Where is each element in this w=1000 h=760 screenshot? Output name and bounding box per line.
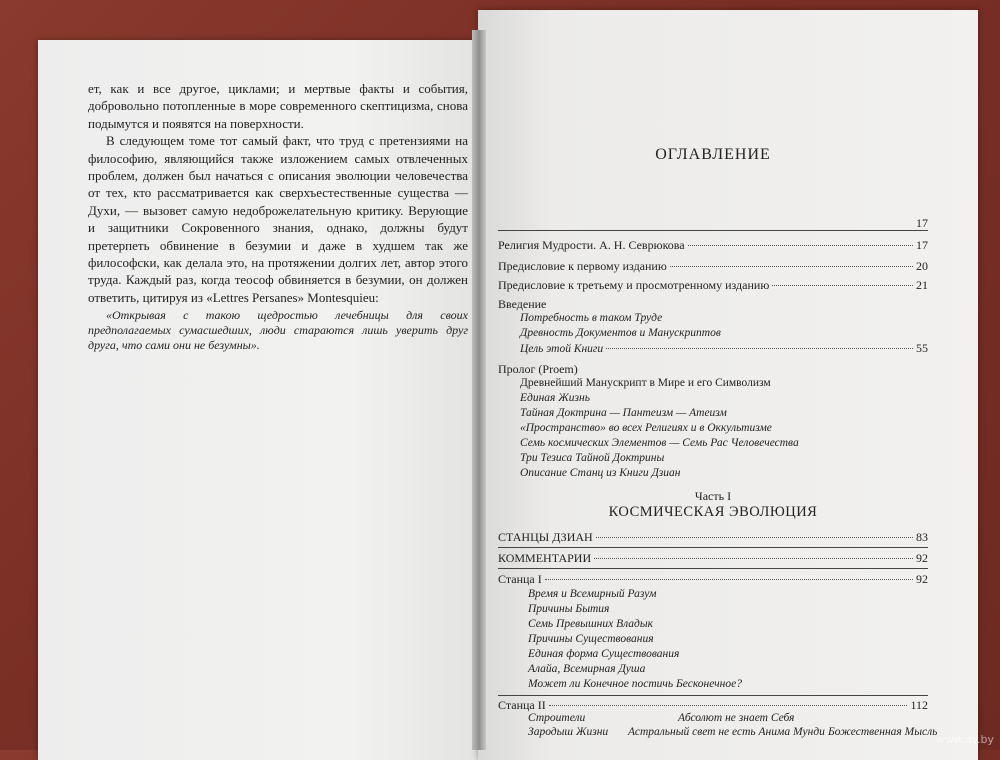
toc-title: ОГЛАВЛЕНИЕ [655, 146, 771, 163]
paragraph: В следующем томе тот самый факт, что труд с претензиями на философию, являющийся также изложением самых отвлеченных проблем, должен был начаться с описания эволюции человечества от тех, кто рассматривается как сверхъестественные существа — Духи, — вызовет самую недоброжелательную критику. Верующие и защитники Сокровенного знания, однако, должны будут претерпеть обвинение в безумии и даже в худшем так же философски, как делала это, на протяжении долгих лет, автор этого труда. Каждый раз, когда теософ обвиняется в безумии, он должен ответить, цитируя из «Lettres Persanes» Montesquieu: [88, 133, 468, 305]
toc-page-number: 112 [910, 698, 928, 712]
toc-subentry: Строители [528, 712, 586, 724]
toc-subentry: Потребность в таком Труде [520, 312, 663, 324]
toc-page-number: 17 [916, 216, 928, 230]
toc-page-number: 17 [916, 238, 928, 252]
toc-subentry: Может ли Конечное постичь Бесконечное? [528, 678, 742, 690]
leader-dots [549, 705, 908, 706]
toc-subentry: Описание Станц из Книги Дзиан [520, 467, 681, 479]
toc-subentry: Цель этой Книги [520, 343, 604, 355]
toc-subentry: Семь Превышних Владык [528, 618, 653, 630]
toc-subentry: Алайа, Всемирная Душа [528, 663, 646, 675]
toc-subentry: Абсолют не знает Себя [678, 712, 795, 724]
toc-subentry: Три Тезиса Тайной Доктрины [520, 452, 665, 464]
toc-subentry: Древнейший Манускрипт в Мире и его Символизм [520, 377, 771, 389]
toc-entry [498, 530, 928, 545]
toc-subentry: Божественная Мысль [828, 726, 938, 738]
leader-dots [688, 245, 913, 246]
toc-subentry: Единая Жизнь [520, 392, 590, 404]
toc-entry-label: КОММЕНТАРИИ [498, 551, 592, 565]
divider [498, 568, 928, 569]
toc-entry-label: Пролог (Proem) [498, 362, 578, 376]
toc-subentry: Астральный свет не есть Анима Мунди [628, 726, 825, 738]
left-book-page [38, 40, 483, 760]
toc-entry-label: СТАНЦЫ ДЗИАН [498, 530, 593, 544]
toc-subentry: Тайная Доктрина — Пантеизм — Атеизм [520, 407, 727, 419]
toc-page-number: 83 [916, 530, 928, 544]
toc-entry [520, 341, 928, 356]
leader-dots [606, 348, 913, 349]
toc-page-number: 55 [916, 341, 928, 355]
divider [498, 230, 928, 231]
toc-subentry: Единая форма Существования [528, 648, 680, 660]
toc-subentry: Семь космических Элементов — Семь Рас Человечества [520, 437, 799, 449]
toc-entry [498, 216, 928, 231]
part-label: Часть I [694, 489, 732, 503]
toc-entry [498, 238, 928, 253]
toc-page-number: 20 [916, 259, 928, 273]
leader-dots [670, 266, 913, 267]
toc-subentry: Причины Существования [528, 633, 654, 645]
toc-entry [498, 278, 928, 293]
toc-entry [498, 259, 928, 274]
toc-subentry: «Пространство» во всех Религиях и в Оккультизме [520, 422, 772, 434]
leader-dots [596, 537, 913, 538]
part-title: КОСМИЧЕСКАЯ ЭВОЛЮЦИЯ [608, 504, 818, 520]
watermark: www.ay.by [935, 733, 994, 746]
toc-page-number: 21 [916, 278, 928, 292]
toc-entry-label: Предисловие к третьему и просмотренному изданию [498, 278, 770, 292]
toc-subentry: Время и Всемирный Разум [528, 588, 657, 600]
toc-entry-label: Религия Мудрости. А. Н. Севрюкова [498, 238, 685, 252]
right-book-page [478, 10, 978, 760]
toc-entry [498, 362, 928, 377]
leader-dots [594, 558, 913, 559]
left-page-text [88, 80, 468, 353]
toc-entry [498, 297, 928, 312]
toc-subentry: Причины Бытия [528, 603, 610, 615]
toc-subentry: Древность Документов и Манускриптов [520, 327, 721, 339]
divider [498, 695, 928, 696]
toc-entry-label: Предисловие к первому изданию [498, 259, 667, 273]
leader-dots [772, 285, 913, 286]
paragraph: ет, как и все другое, циклами; и мертвые факты и события, добровольно потопленные в море современного скептицизма, снова подымутся и появятся на поверхности. [88, 81, 468, 131]
book-spine-gutter [472, 30, 486, 750]
toc-entry-label: Станца I [498, 572, 542, 586]
quotation: «Открывая с такою щедростью лечебницы для своих предполагаемых сумасшедших, люди стараются лишь уверить друг друга, что сами они не безумны». [88, 308, 468, 353]
toc-entry-label: Станца II [498, 698, 546, 712]
toc-entry [498, 572, 928, 587]
toc-entry-label: Введение [498, 297, 547, 311]
toc-page-number: 92 [916, 551, 928, 565]
toc-subentry: Зародыш Жизни [528, 726, 609, 738]
divider [498, 547, 928, 548]
toc-entry [498, 698, 928, 713]
leader-dots [545, 579, 913, 580]
toc-page-number: 92 [916, 572, 928, 586]
toc-entry [498, 551, 928, 566]
